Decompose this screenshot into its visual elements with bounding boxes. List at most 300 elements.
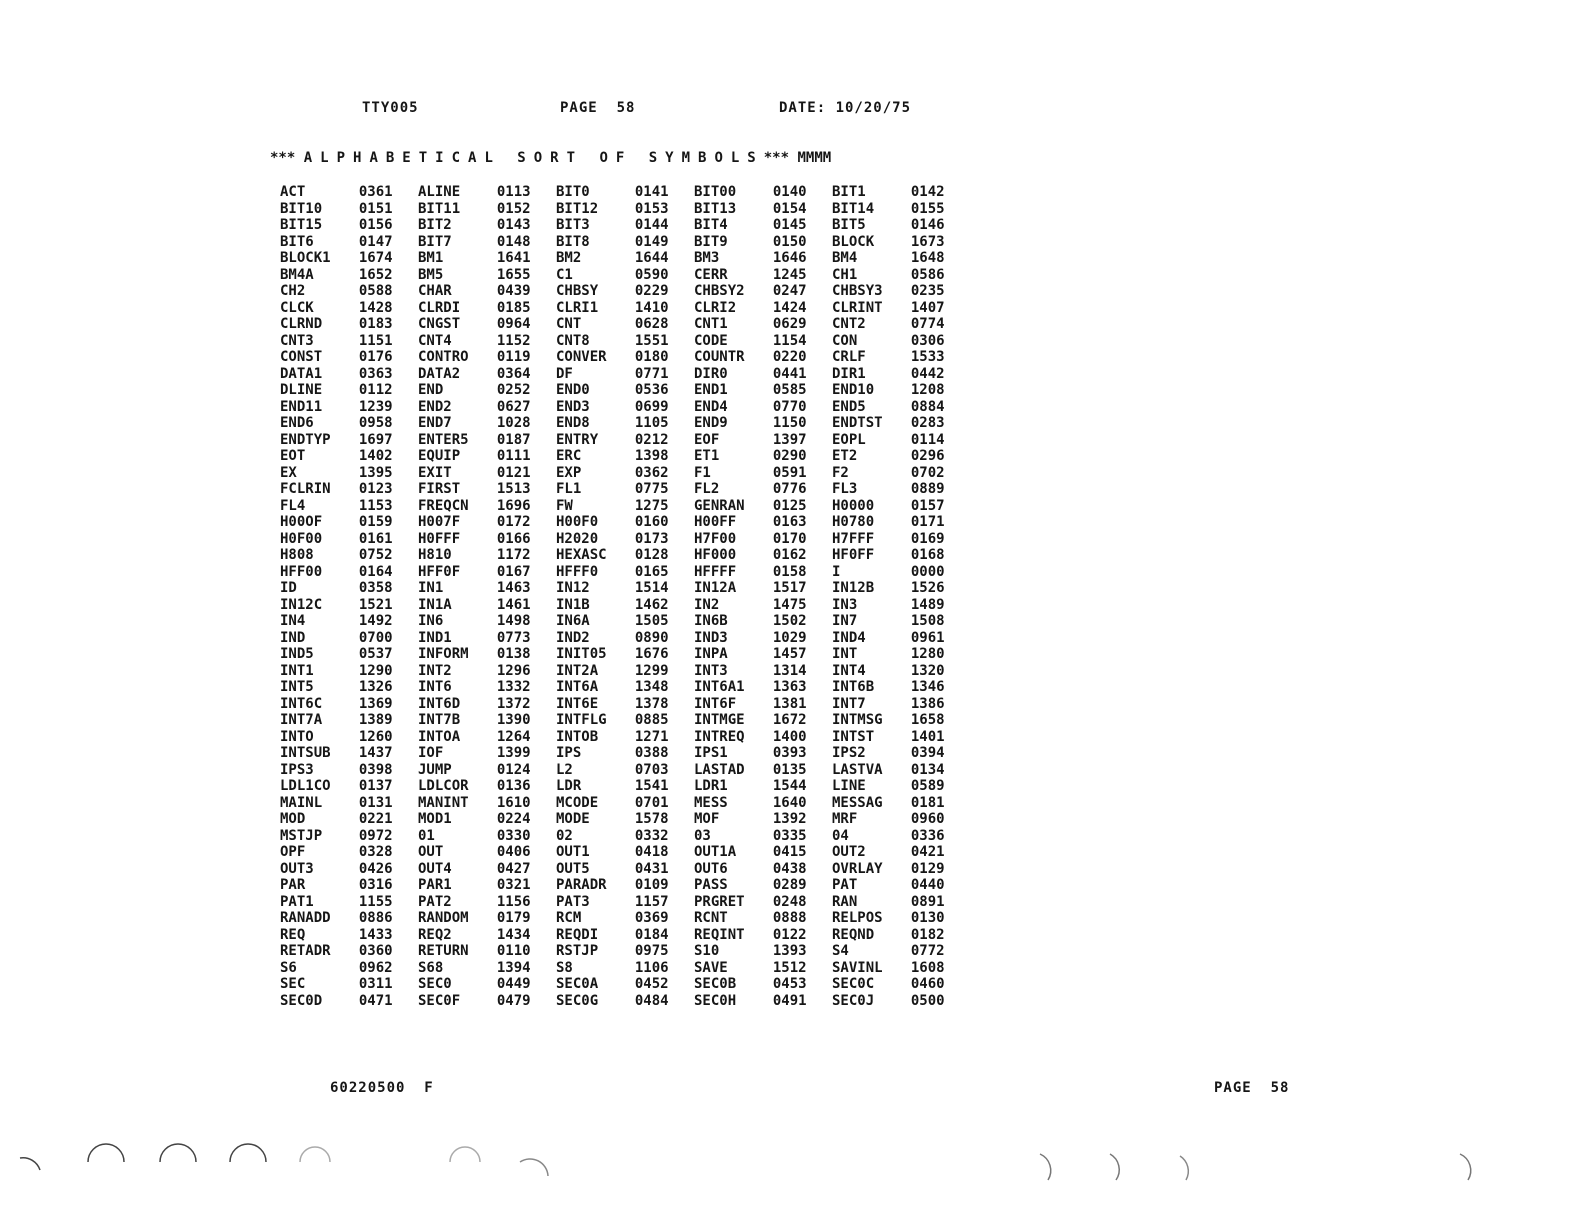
header-page-number: PAGE 58 [560, 100, 636, 116]
symbol-address: 0109 [634, 877, 669, 893]
symbol-address: 0589 [910, 778, 945, 794]
symbol-address: 0289 [772, 877, 807, 893]
symbol-address: 0361 [358, 184, 393, 200]
symbol-name: S10 [694, 943, 720, 959]
symbol-name: H00OF [280, 514, 323, 530]
symbol-address: 0415 [772, 844, 807, 860]
symbol-address: 0773 [496, 629, 531, 646]
table-row [280, 465, 970, 482]
symbol-name: H810 [418, 547, 452, 563]
symbol-name: CLRDI [418, 299, 461, 316]
symbol-name: IPS1 [694, 745, 728, 761]
symbol-address: 0962 [358, 959, 393, 976]
symbol-name: CNT [556, 316, 582, 332]
symbol-address: 0360 [358, 943, 393, 959]
symbol-name: RANDOM [418, 910, 469, 926]
symbol-address: 0772 [910, 943, 945, 959]
symbol-address: 1105 [634, 415, 669, 431]
symbol-name: END9 [694, 415, 728, 431]
symbol-address: 1280 [910, 646, 945, 662]
symbol-name: ET1 [694, 448, 720, 464]
symbol-name: BIT15 [280, 217, 323, 233]
symbol-name: LDL1CO [280, 778, 331, 794]
symbol-address: 0886 [358, 910, 393, 926]
symbol-address: 1526 [910, 580, 945, 596]
symbol-name: ALINE [418, 184, 461, 200]
symbol-name: CLRI2 [694, 299, 737, 316]
symbol-name: CH1 [832, 266, 858, 283]
table-row [280, 366, 970, 383]
symbol-address: 0136 [496, 778, 531, 794]
symbol-address: 1151 [358, 332, 393, 349]
symbol-address: 0140 [772, 184, 807, 200]
symbol-name: PASS [694, 877, 728, 893]
symbol-address: 0484 [634, 992, 669, 1009]
table-row [280, 762, 970, 779]
table-row [280, 498, 970, 515]
symbol-address: 1652 [358, 266, 393, 283]
symbol-address: 0145 [772, 217, 807, 233]
symbol-address: 0439 [496, 283, 531, 299]
symbol-address: 1434 [496, 926, 531, 943]
symbol-address: 0229 [634, 283, 669, 299]
symbol-name: HEXASC [556, 547, 607, 563]
symbol-address: 0123 [358, 481, 393, 497]
symbol-address: 0628 [634, 316, 669, 332]
symbol-address: 1239 [358, 398, 393, 415]
symbol-address: 1348 [634, 679, 669, 695]
symbol-address: 0160 [634, 514, 669, 530]
symbol-address: 1551 [634, 332, 669, 349]
symbol-address: 0363 [358, 365, 393, 382]
symbol-address: 0393 [772, 745, 807, 761]
symbol-name: CNT4 [418, 332, 452, 349]
symbol-name: IN6 [418, 613, 444, 629]
symbol-address: 0147 [358, 233, 393, 250]
symbol-address: 0627 [496, 398, 531, 415]
symbol-name: MANINT [418, 794, 469, 811]
symbol-address: 0110 [496, 943, 531, 959]
symbol-address: 1296 [496, 662, 531, 679]
symbol-name: INT7A [280, 712, 323, 728]
symbol-name: OUT4 [418, 860, 452, 877]
symbol-address: 0975 [634, 943, 669, 959]
symbol-address: 0330 [496, 827, 531, 844]
symbol-address: 1275 [634, 497, 669, 514]
symbol-table [280, 184, 970, 1009]
symbol-address: 0701 [634, 794, 669, 811]
symbol-name: IN12A [694, 580, 737, 596]
symbol-address: 0398 [358, 761, 393, 778]
symbol-address: 1386 [910, 695, 945, 712]
symbol-name: CONVER [556, 349, 607, 365]
symbol-address: 1260 [358, 728, 393, 745]
symbol-name: INTMGE [694, 712, 745, 728]
symbol-address: 0121 [496, 464, 531, 481]
symbol-name: IPS3 [280, 761, 314, 778]
symbol-name: H0780 [832, 514, 875, 530]
symbol-name: 02 [556, 827, 573, 844]
symbol-address: 0960 [910, 811, 945, 827]
symbol-address: 0169 [910, 530, 945, 547]
symbol-name: INT2A [556, 662, 599, 679]
symbol-address: 0157 [910, 497, 945, 514]
symbol-address: 1676 [634, 646, 669, 662]
symbol-address: 0296 [910, 448, 945, 464]
symbol-address: 0972 [358, 827, 393, 844]
symbol-address: 0122 [772, 926, 807, 943]
symbol-name: EOPL [832, 431, 866, 448]
symbol-name: ENTER5 [418, 431, 469, 448]
symbol-address: 0438 [772, 860, 807, 877]
symbol-name: HFFF0 [556, 563, 599, 580]
symbol-address: 1648 [910, 250, 945, 266]
symbol-name: IN1B [556, 596, 590, 613]
symbol-name: GENRAN [694, 497, 745, 514]
table-row [280, 382, 970, 399]
symbol-address: 1514 [634, 580, 669, 596]
table-row [280, 861, 970, 878]
symbol-name: BM4 [832, 250, 858, 266]
table-row [280, 795, 970, 812]
symbol-name: OUT1A [694, 844, 737, 860]
symbol-name: INTOA [418, 728, 461, 745]
symbol-name: IND4 [832, 629, 866, 646]
symbol-name: 04 [832, 827, 849, 844]
symbol-name: END0 [556, 382, 590, 398]
symbol-name: S8 [556, 959, 573, 976]
symbol-name: SEC0 [418, 976, 452, 992]
symbol-address: 1696 [496, 497, 531, 514]
symbol-address: 0171 [910, 514, 945, 530]
symbol-address: 0702 [910, 464, 945, 481]
symbol-name: INTFLG [556, 712, 607, 728]
symbol-name: CLCK [280, 299, 314, 316]
symbol-name: END11 [280, 398, 323, 415]
symbol-name: CNT1 [694, 316, 728, 332]
symbol-name: MSTJP [280, 827, 323, 844]
table-row [280, 448, 970, 465]
table-row [280, 234, 970, 251]
symbol-address: 1363 [772, 679, 807, 695]
symbol-address: 0358 [358, 580, 393, 596]
symbol-name: CHAR [418, 283, 452, 299]
symbol-address: 0150 [772, 233, 807, 250]
symbol-address: 1437 [358, 745, 393, 761]
symbol-address: 0128 [634, 547, 669, 563]
symbol-name: PRGRET [694, 893, 745, 910]
table-row [280, 844, 970, 861]
symbol-name: MESS [694, 794, 728, 811]
title-stars-right: *** [763, 150, 790, 166]
symbol-address: 0141 [634, 184, 669, 200]
symbol-address: 0891 [910, 893, 945, 910]
symbol-address: 0187 [496, 431, 531, 448]
symbol-address: 1395 [358, 464, 393, 481]
symbol-name: HF000 [694, 547, 737, 563]
table-row [280, 349, 970, 366]
symbol-name: ERC [556, 448, 582, 464]
table-row [280, 927, 970, 944]
symbol-address: 0441 [772, 365, 807, 382]
symbol-name: ENTRY [556, 431, 599, 448]
symbol-address: 0427 [496, 860, 531, 877]
symbol-address: 0884 [910, 398, 945, 415]
symbol-name: IOF [418, 745, 444, 761]
symbol-address: 0247 [772, 283, 807, 299]
symbol-name: L2 [556, 761, 573, 778]
symbol-name: INT1 [280, 662, 314, 679]
symbol-name: DIR0 [694, 365, 728, 382]
symbol-address: 0537 [358, 646, 393, 662]
symbol-name: CNT8 [556, 332, 590, 349]
symbol-address: 1372 [496, 695, 531, 712]
symbol-name: INT6E [556, 695, 599, 712]
symbol-name: INPA [694, 646, 728, 662]
symbol-name: INT6B [832, 679, 875, 695]
symbol-address: 1156 [496, 893, 531, 910]
symbol-address: 1512 [772, 959, 807, 976]
symbol-address: 0306 [910, 332, 945, 349]
symbol-address: 0290 [772, 448, 807, 464]
symbol-name: IN6B [694, 613, 728, 629]
symbol-name: RELPOS [832, 910, 883, 926]
symbol-name: RETADR [280, 943, 331, 959]
symbol-address: 1155 [358, 893, 393, 910]
symbol-name: IN12 [556, 580, 590, 596]
symbol-address: 1264 [496, 728, 531, 745]
symbol-address: 1673 [910, 233, 945, 250]
symbol-address: 0163 [772, 514, 807, 530]
symbol-name: BIT00 [694, 184, 737, 200]
symbol-address: 1674 [358, 250, 393, 266]
symbol-name: OUT1 [556, 844, 590, 860]
symbol-name: BIT9 [694, 233, 728, 250]
table-row [280, 976, 970, 993]
symbol-name: FCLRIN [280, 481, 331, 497]
symbol-address: 1172 [496, 547, 531, 563]
symbol-address: 0134 [910, 761, 945, 778]
symbol-address: 1544 [772, 778, 807, 794]
symbol-address: 1154 [772, 332, 807, 349]
symbol-address: 0460 [910, 976, 945, 992]
symbol-name: IN6A [556, 613, 590, 629]
symbol-name: END6 [280, 415, 314, 431]
table-row [280, 745, 970, 762]
symbol-address: 1492 [358, 613, 393, 629]
symbol-name: INT6A [556, 679, 599, 695]
symbol-address: 1320 [910, 662, 945, 679]
symbol-address: 1402 [358, 448, 393, 464]
symbol-name: IND [280, 629, 306, 646]
symbol-address: 0406 [496, 844, 531, 860]
symbol-address: 0332 [634, 827, 669, 844]
symbol-address: 0114 [910, 431, 945, 448]
symbol-address: 0629 [772, 316, 807, 332]
symbol-name: REQINT [694, 926, 745, 943]
symbol-name: INT7B [418, 712, 461, 728]
symbol-name: PARADR [556, 877, 607, 893]
symbol-address: 0586 [910, 266, 945, 283]
symbol-name: END8 [556, 415, 590, 431]
symbol-name: BIT4 [694, 217, 728, 233]
symbol-name: RCNT [694, 910, 728, 926]
symbol-name: DF [556, 365, 573, 382]
symbol-address: 1381 [772, 695, 807, 712]
symbol-name: FL2 [694, 481, 720, 497]
symbol-address: 0321 [496, 877, 531, 893]
symbol-address: 0336 [910, 827, 945, 844]
symbol-address: 1697 [358, 431, 393, 448]
symbol-address: 0173 [634, 530, 669, 547]
symbol-address: 0144 [634, 217, 669, 233]
symbol-name: INT [832, 646, 858, 662]
symbol-name: IN2 [694, 596, 720, 613]
symbol-name: SEC0J [832, 992, 875, 1009]
symbol-address: 1290 [358, 662, 393, 679]
symbol-name: INIT05 [556, 646, 607, 662]
symbol-name: S6 [280, 959, 297, 976]
symbol-name: ET2 [832, 448, 858, 464]
symbol-name: BIT0 [556, 184, 590, 200]
symbol-name: CLRINT [832, 299, 883, 316]
symbol-address: 0961 [910, 629, 945, 646]
symbol-name: IN12B [832, 580, 875, 596]
symbol-address: 0364 [496, 365, 531, 382]
symbol-name: INT4 [832, 662, 866, 679]
table-row [280, 729, 970, 746]
symbol-name: BIT14 [832, 200, 875, 217]
sort-title [270, 150, 831, 166]
symbol-name: ID [280, 580, 297, 596]
symbol-address: 0138 [496, 646, 531, 662]
symbol-address: 0119 [496, 349, 531, 365]
symbol-address: 1398 [634, 448, 669, 464]
symbol-name: CLRND [280, 316, 323, 332]
table-row [280, 547, 970, 564]
symbol-address: 0585 [772, 382, 807, 398]
table-row [280, 960, 970, 977]
symbol-name: END1 [694, 382, 728, 398]
symbol-name: SEC [280, 976, 306, 992]
symbol-address: 0155 [910, 200, 945, 217]
symbol-name: REQ [280, 926, 306, 943]
symbol-name: EXIT [418, 464, 452, 481]
symbol-name: SEC0C [832, 976, 875, 992]
symbol-name: SEC0G [556, 992, 599, 1009]
symbol-address: 0889 [910, 481, 945, 497]
symbol-address: 0182 [910, 926, 945, 943]
symbol-name: OPF [280, 844, 306, 860]
symbol-address: 1393 [772, 943, 807, 959]
symbol-address: 1332 [496, 679, 531, 695]
symbol-name: MRF [832, 811, 858, 827]
footer-page-number: PAGE 58 [1214, 1080, 1290, 1096]
program-name: TTY005 [362, 100, 419, 116]
symbol-name: EOF [694, 431, 720, 448]
symbol-address: 0248 [772, 893, 807, 910]
table-row [280, 333, 970, 350]
symbol-name: CNT3 [280, 332, 314, 349]
symbol-address: 0316 [358, 877, 393, 893]
table-row [280, 184, 970, 201]
symbol-address: 1475 [772, 596, 807, 613]
symbol-address: 0588 [358, 283, 393, 299]
symbol-name: LINE [832, 778, 866, 794]
symbol-name: LASTVA [832, 761, 883, 778]
symbol-name: INFORM [418, 646, 469, 662]
symbol-name: END [418, 382, 444, 398]
symbol-address: 1641 [496, 250, 531, 266]
symbol-name: IN1A [418, 596, 452, 613]
symbol-name: SEC0D [280, 992, 323, 1009]
symbol-name: MODE [556, 811, 590, 827]
symbol-address: 1463 [496, 580, 531, 596]
symbol-name: BIT7 [418, 233, 452, 250]
symbol-address: 1245 [772, 266, 807, 283]
table-row [280, 828, 970, 845]
symbol-address: 1346 [910, 679, 945, 695]
symbol-address: 1461 [496, 596, 531, 613]
symbol-name: LDLCOR [418, 778, 469, 794]
symbol-address: 1608 [910, 959, 945, 976]
symbol-name: LDR1 [694, 778, 728, 794]
symbol-address: 0179 [496, 910, 531, 926]
symbol-address: 1106 [634, 959, 669, 976]
symbol-address: 1578 [634, 811, 669, 827]
symbol-address: 0143 [496, 217, 531, 233]
symbol-address: 0125 [772, 497, 807, 514]
symbol-address: 0221 [358, 811, 393, 827]
symbol-name: INT7 [832, 695, 866, 712]
symbol-name: H00F0 [556, 514, 599, 530]
symbol-name: PAT [832, 877, 858, 893]
symbol-name: SAVE [694, 959, 728, 976]
symbol-address: 1644 [634, 250, 669, 266]
symbol-name: FL4 [280, 497, 306, 514]
symbol-name: PAR1 [418, 877, 452, 893]
symbol-name: DATA1 [280, 365, 323, 382]
symbol-name: BIT3 [556, 217, 590, 233]
symbol-address: 0590 [634, 266, 669, 283]
title-text: ALPHABETICAL SORT OF SYMBOLS [303, 150, 764, 166]
symbol-address: 0164 [358, 563, 393, 580]
symbol-address: 1028 [496, 415, 531, 431]
symbol-name: MESSAG [832, 794, 883, 811]
symbol-address: 1640 [772, 794, 807, 811]
symbol-address: 1401 [910, 728, 945, 745]
symbol-address: 0471 [358, 992, 393, 1009]
symbol-address: 0426 [358, 860, 393, 877]
symbol-name: FW [556, 497, 573, 514]
symbol-address: 0235 [910, 283, 945, 299]
symbol-address: 0212 [634, 431, 669, 448]
symbol-name: PAT3 [556, 893, 590, 910]
symbol-address: 0770 [772, 398, 807, 415]
symbol-name: CLRI1 [556, 299, 599, 316]
symbol-name: IN7 [832, 613, 858, 629]
table-row [280, 564, 970, 581]
symbol-name: PAT2 [418, 893, 452, 910]
symbol-address: 0752 [358, 547, 393, 563]
symbol-name: IPS [556, 745, 582, 761]
symbol-name: EX [280, 464, 297, 481]
symbol-name: BLOCK1 [280, 250, 331, 266]
table-row [280, 993, 970, 1010]
symbol-address: 0394 [910, 745, 945, 761]
symbol-address: 0124 [496, 761, 531, 778]
symbol-address: 0224 [496, 811, 531, 827]
